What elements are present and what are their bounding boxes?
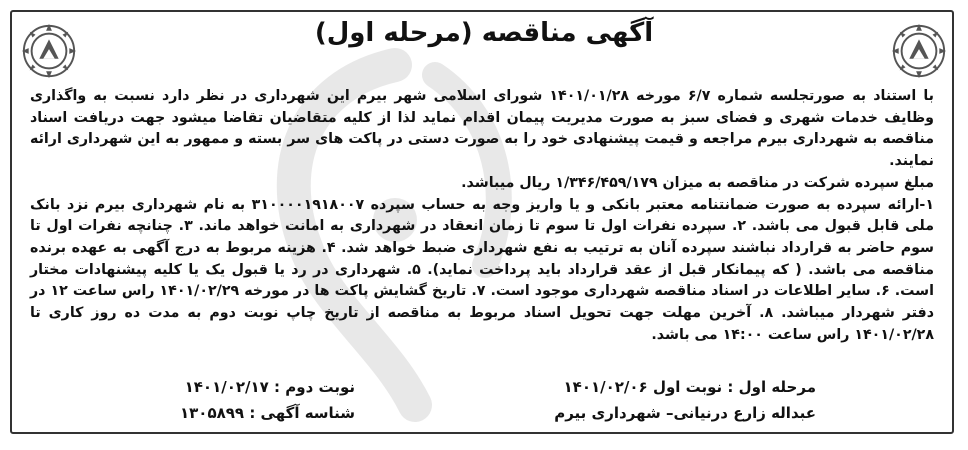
notice-title: آگهی مناقصه (مرحله اول): [314, 18, 654, 48]
deposit-amount: مبلغ سپرده شرکت در مناقصه به میزان ۱/۳۴۶/۴۵۹/۱۷۹ ریال میباشد.: [461, 174, 934, 191]
signatory: عبداله زارع درنیانی– شهرداری بیرم: [554, 404, 816, 422]
notice-intro: با استناد به صورتجلسه شماره ۶/۷ مورخه ۱۴۰۱/۰۱/۲۸ شورای اسلامی شهر بیرم این شهرداری در نظر دارد نسبت به واگذاری وظایف خدمات شهری و فضای سبز به صورت مدیریت پیمان اقدام نماید لذا از کلیه متقاضیان تقاضا میشود جهت دریافت اسناد مناقصه به شهرداری بیرم مراجعه و قیمت پیشنهادی خود را به صورت دستی در پاکت های سر بسته و ممهور به این شهرداری ارائه نمایند.: [30, 88, 934, 170]
footer-left-column: [180, 374, 355, 426]
footer-right-column: [554, 374, 816, 426]
second-publication-date: نوبت دوم : ۱۴۰۱/۰۲/۱۷: [184, 378, 356, 396]
notice-footer: [30, 374, 934, 428]
ad-id: شناسه آگهی : ۱۳۰۵۸۹۹: [180, 404, 356, 422]
notice-terms: ۱-ارائه سپرده به صورت ضمانتنامه معتبر بانکی و یا واریز وجه به حساب سپرده ۳۱۰۰۰۰۱۹۱۸۰۰۷ به نام شهرداری بیرم نزد بانک ملی قابل قبول می باشد. ۲. سپرده نفرات اول تا سوم تا زمان انعقاد در شهرداری به امانت خواهد ماند. ۳. چنانچه نفرات اول تا سوم حاضر به قرارداد نباشند سپرده آنان به ترتیب به نفع شهرداری ضبط خواهد شد. ۴. هزینه مربوط به درج آگهی به عهده برنده مناقصه می باشد. ( که پیمانکار قبل از عقد قرارداد باید پرداخت نماید). ۵. شهرداری در رد یا قبول یک یا کلیه پیشنهادات مختار است. ۶. سایر اطلاعات در اسناد مناقصه شهرداری موجود است. ۷. تاریخ گشایش پاکت ها در مورخه ۱۴۰۱/۰۲/۲۹ راس ساعت ۱۲ در دفتر شهردار میباشد. ۸. آخرین مهلت جهت تحویل اسناد مربوط به مناقصه از تاریخ چاپ نوبت دوم به مدت ده روز کاری تا ۱۴۰۱/۰۲/۲۸ راس ساعت ۱۴:۰۰ می باشد.: [30, 196, 935, 343]
first-publication-date: مرحله اول : نوبت اول ۱۴۰۱/۰۲/۰۶: [563, 378, 816, 396]
notice-body: [30, 86, 934, 346]
